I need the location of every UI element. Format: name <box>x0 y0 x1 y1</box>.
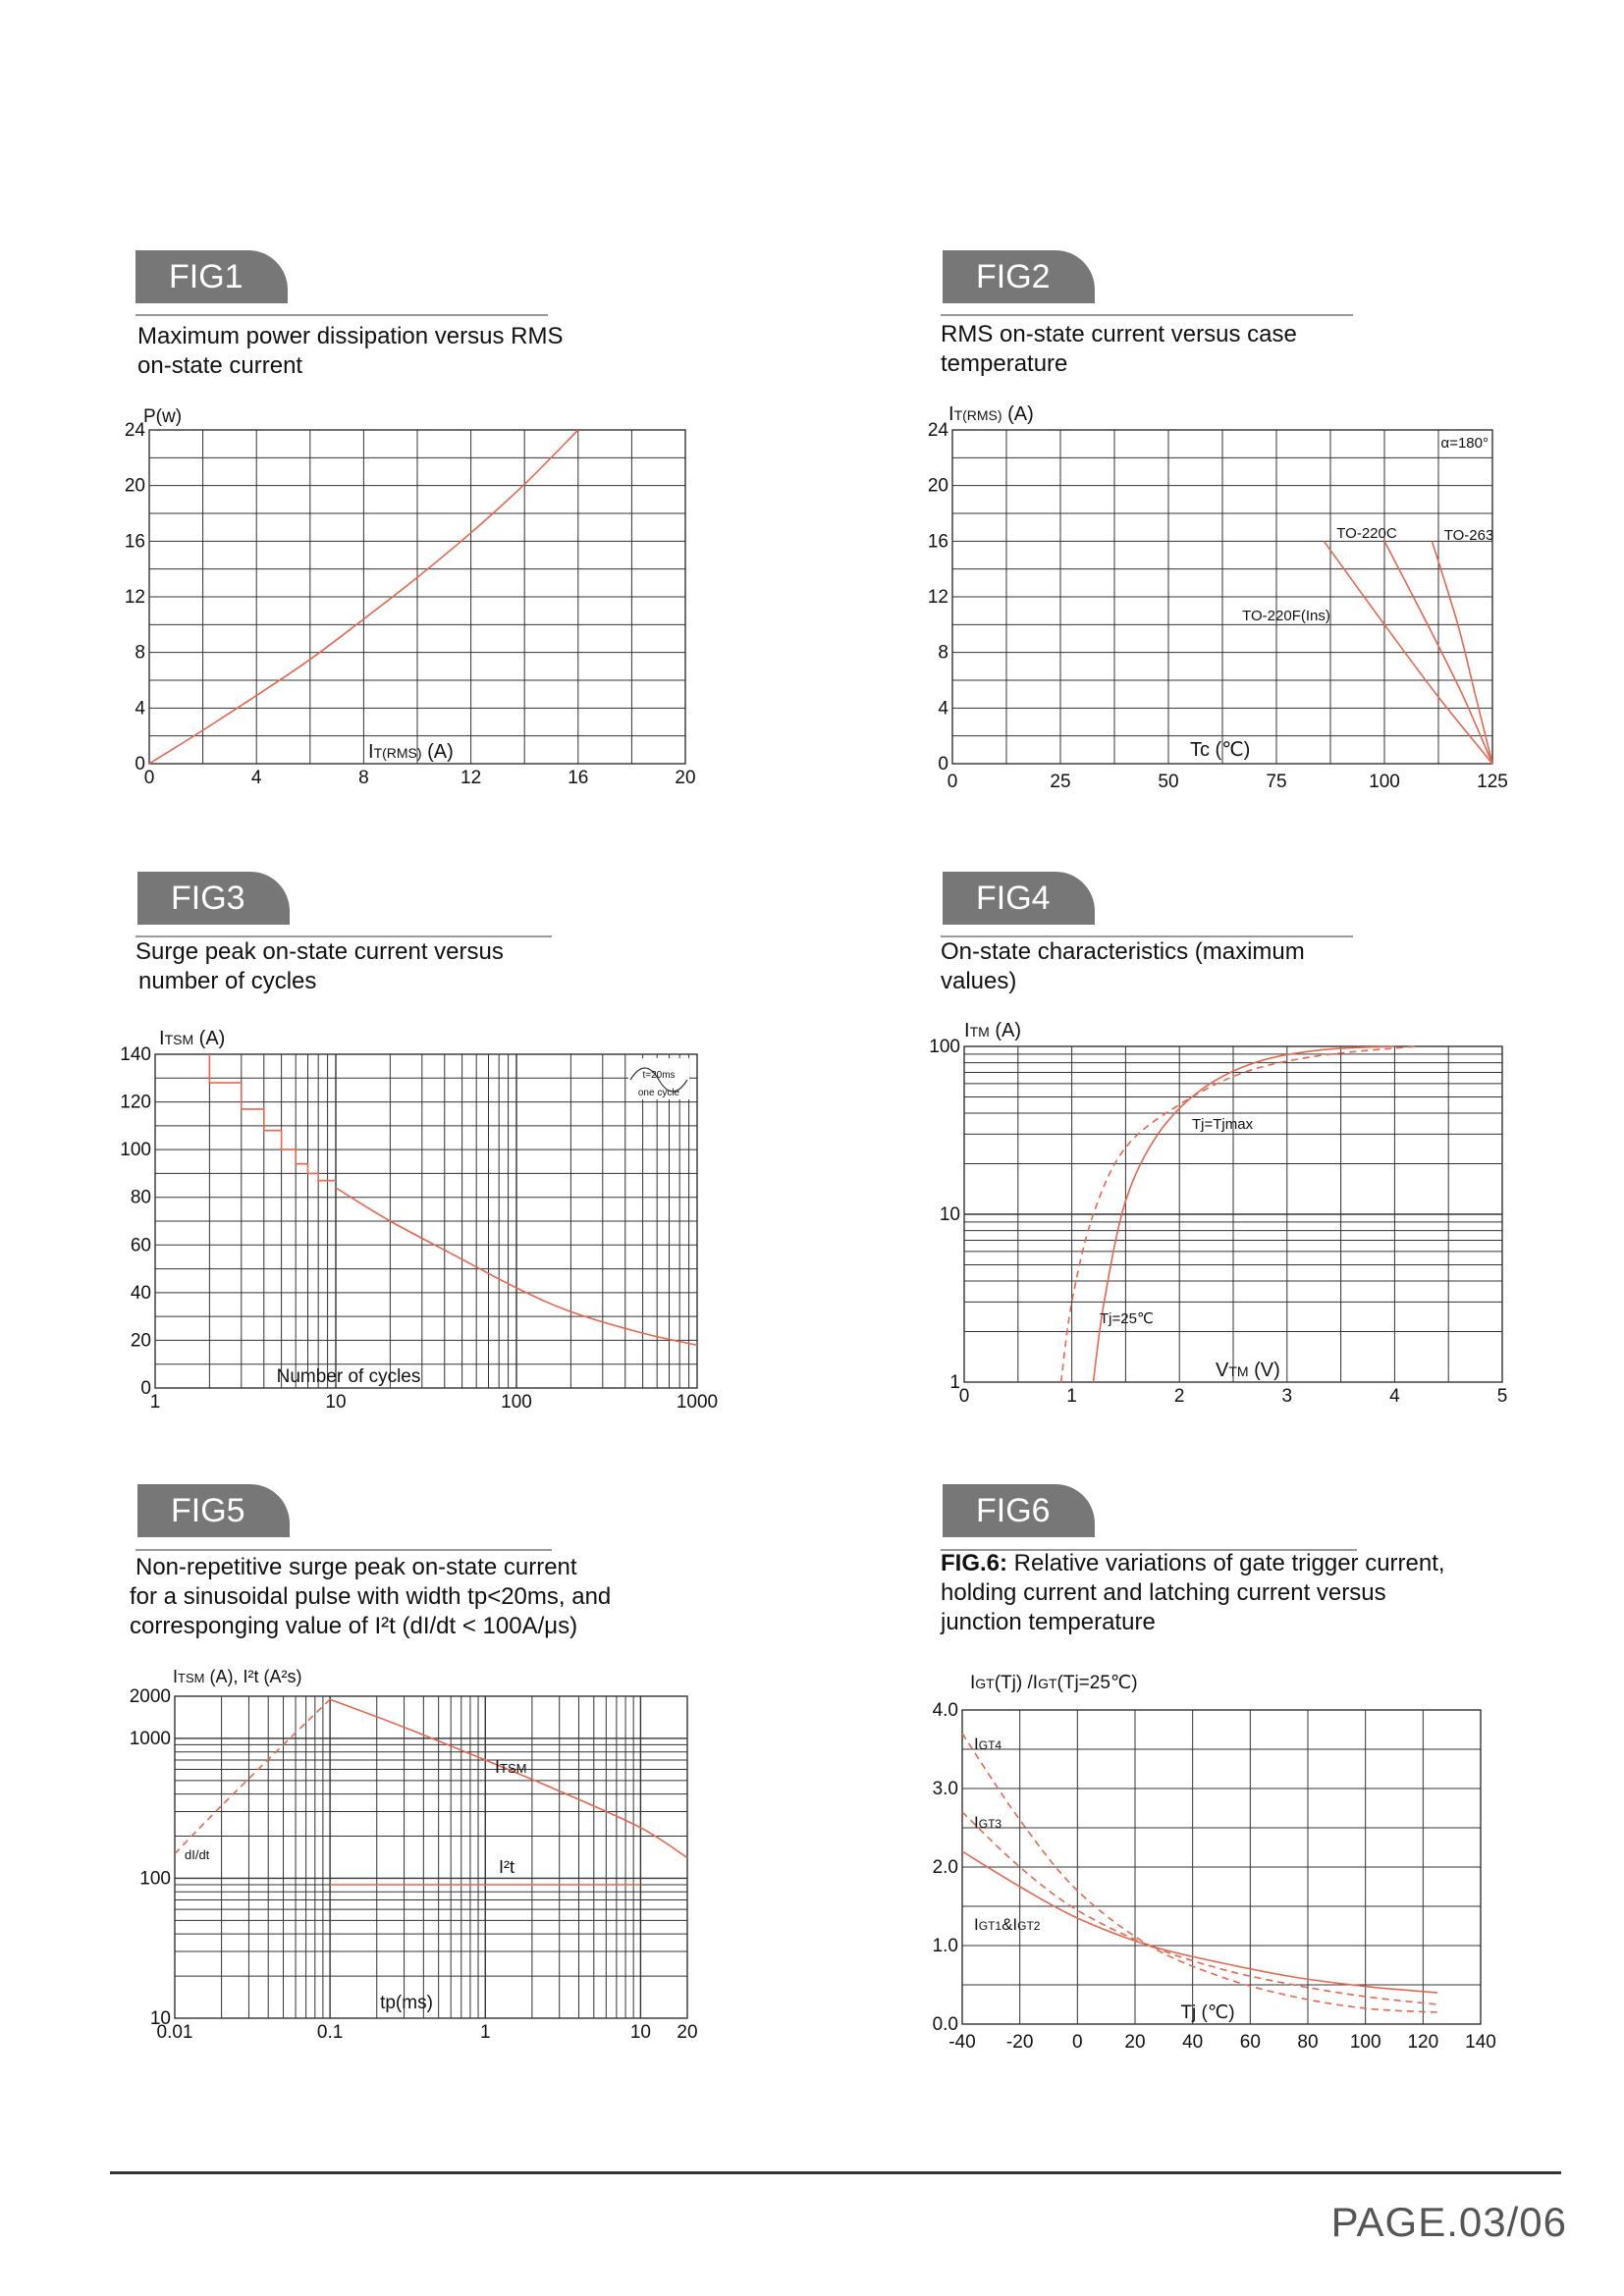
y-axis-label: ITM (A) <box>964 1020 1021 1041</box>
series-label-tj25: Tj=25℃ <box>1100 1310 1154 1327</box>
fig4-caption <box>941 937 1305 996</box>
x-tick-label: 16 <box>568 768 589 788</box>
series-label-tjmax: Tj=Tjmax <box>1192 1116 1254 1133</box>
series-curve-0 <box>962 1734 1437 2012</box>
fig6-caption-line1-text: Relative variations of gate trigger current, <box>1007 1550 1445 1576</box>
y-tick-label: 16 <box>927 531 948 553</box>
fig5-tab: FIG5 <box>137 1484 290 1537</box>
fig1-caption-line2: on-state current <box>137 352 303 379</box>
fig6-caption-line2: holding current and latching current versus <box>941 1579 1386 1606</box>
x-tick-label: 1000 <box>676 1392 719 1413</box>
x-tick-label: -40 <box>948 2032 976 2053</box>
x-tick-label: 0 <box>958 1386 970 1407</box>
y-tick-label: 12 <box>927 587 948 608</box>
x-tick-label: 2 <box>1173 1386 1185 1407</box>
y-tick-label: 140 <box>120 1044 151 1065</box>
y-tick-label: 16 <box>124 531 145 553</box>
fig1-rule <box>135 314 548 316</box>
series-label: TO-263 <box>1443 527 1494 544</box>
y-tick-label: 20 <box>927 475 948 497</box>
y-tick-label: 2000 <box>129 1686 171 1707</box>
x-tick-label: 40 <box>1182 2032 1204 2053</box>
y-tick-label: 3.0 <box>932 1779 958 1799</box>
x-tick-label: 10 <box>629 2022 651 2043</box>
y-tick-label: 0.0 <box>932 2014 958 2035</box>
x-tick-label: 100 <box>1349 2032 1381 2053</box>
x-axis-label: Tc (℃) <box>1190 739 1251 761</box>
y-axis-label: ITSM (A) <box>159 1028 226 1049</box>
angle-annotation: α=180° <box>1440 435 1489 452</box>
series-label-igt12: IGT1&IGT2 <box>974 1915 1041 1934</box>
fig5-rule <box>135 1549 552 1551</box>
x-tick-label: 1 <box>1066 1386 1077 1407</box>
x-tick-label: 4 <box>250 768 262 788</box>
fig6-caption-line1 <box>941 1549 1445 1578</box>
x-tick-label: 120 <box>1407 2032 1439 2053</box>
y-tick-label: 0 <box>938 754 948 774</box>
x-tick-label: 5 <box>1496 1386 1508 1407</box>
x-tick-label: 75 <box>1266 772 1287 792</box>
fig1-caption <box>137 322 563 381</box>
fig3-caption-line1: Surge peak on-state current versus <box>135 938 504 965</box>
y-axis-label: IT(RMS) (A) <box>948 403 1034 425</box>
x-tick-label: 8 <box>358 768 369 788</box>
x-tick-label: 20 <box>1124 2032 1146 2053</box>
x-tick-label: 20 <box>677 2022 698 2043</box>
x-tick-label: 20 <box>675 768 696 788</box>
fig2-caption-line2: temperature <box>941 350 1068 377</box>
footer-rule <box>110 2171 1561 2174</box>
series-curve-1 <box>962 1812 1437 2004</box>
y-tick-label: 60 <box>130 1235 151 1256</box>
series-label: TO-220C <box>1336 525 1397 542</box>
x-tick-label: 0.01 <box>156 2022 193 2043</box>
fig6-tab: FIG6 <box>943 1484 1095 1537</box>
fig5-caption-line1: Non-repetitive surge peak on-state current <box>135 1554 577 1580</box>
x-tick-label: 100 <box>501 1392 532 1413</box>
page-number: PAGE.03/06 <box>1330 2199 1567 2245</box>
y-tick-label: 80 <box>130 1187 151 1208</box>
x-tick-label: 50 <box>1158 772 1179 792</box>
x-tick-label: -20 <box>1005 2032 1034 2053</box>
fig1-chart <box>108 393 697 805</box>
fig4-tab: FIG4 <box>943 872 1095 925</box>
y-tick-label: 0 <box>140 1378 151 1399</box>
y-tick-label: 1000 <box>129 1728 171 1749</box>
x-tick-label: 10 <box>325 1392 347 1413</box>
fig4-chart <box>913 1011 1542 1423</box>
y-tick-label: 2.0 <box>932 1857 958 1878</box>
x-axis-label: VTM (V) <box>1216 1360 1280 1381</box>
fig3-caption-line2: number of cycles <box>138 968 317 994</box>
y-tick-label: 120 <box>120 1092 151 1113</box>
y-tick-label: 10 <box>939 1204 960 1225</box>
x-tick-label: 140 <box>1465 2032 1496 2053</box>
y-tick-label: 24 <box>124 420 145 441</box>
x-tick-label: 60 <box>1239 2032 1261 2053</box>
y-tick-label: 100 <box>139 1868 171 1890</box>
x-tick-label: 100 <box>1369 772 1400 792</box>
fig6-chart <box>913 1659 1542 2071</box>
label-itsm: ITSM <box>495 1757 527 1777</box>
series-label-igt4: IGT4 <box>974 1735 1002 1753</box>
x-tick-label: 80 <box>1297 2032 1319 2053</box>
fig6-caption-line3: junction temperature <box>941 1609 1156 1635</box>
fig5-chart <box>108 1659 736 2071</box>
x-axis-label: IT(RMS) (A) <box>368 741 454 763</box>
y-tick-label: 24 <box>927 420 948 441</box>
y-tick-label: 20 <box>124 475 145 497</box>
inset-label-period: t=20ms <box>642 1070 676 1081</box>
y-axis-label: ITSM (A), I²t (A²s) <box>173 1667 302 1686</box>
fig6-caption <box>941 1549 1445 1637</box>
x-tick-label: 25 <box>1050 772 1071 792</box>
y-axis-label: IGT(Tj) /IGT(Tj=25℃) <box>970 1673 1138 1693</box>
x-tick-label: 0 <box>143 768 155 788</box>
inset-label-cycle: one cycle <box>637 1088 680 1098</box>
x-axis-label: Tj (℃) <box>1180 2002 1235 2023</box>
fig3-chart <box>108 1011 736 1423</box>
fig5-caption-line2: for a sinusoidal pulse with width tp<20ms, and <box>130 1583 612 1610</box>
fig4-caption-line2: values) <box>941 968 1017 994</box>
y-tick-label: 4.0 <box>932 1700 958 1721</box>
label-didt: dI/dt <box>185 1847 210 1862</box>
fig3-tab: FIG3 <box>137 872 290 925</box>
fig3-caption <box>135 937 504 996</box>
fig2-tab: FIG2 <box>943 250 1095 303</box>
fig1-tab: FIG1 <box>135 250 288 303</box>
fig4-caption-line1: On-state characteristics (maximum <box>941 938 1305 965</box>
x-tick-label: 1 <box>479 2022 491 2043</box>
y-tick-label: 0 <box>135 754 145 774</box>
y-tick-label: 40 <box>130 1282 151 1304</box>
series-curve-didt <box>175 1699 330 1853</box>
x-tick-label: 1 <box>149 1392 161 1413</box>
fig2-caption-line1: RMS on-state current versus case <box>941 321 1297 347</box>
x-axis-label: Number of cycles <box>276 1366 421 1387</box>
x-tick-label: 4 <box>1389 1386 1400 1407</box>
series-steps-itsm <box>209 1054 336 1181</box>
y-axis-label: P(w) <box>143 406 183 427</box>
y-tick-label: 10 <box>149 2008 171 2029</box>
fig2-rule <box>941 314 1353 316</box>
series-label-igt3: IGT3 <box>974 1813 1002 1832</box>
x-tick-label: 3 <box>1281 1386 1293 1407</box>
y-tick-label: 1 <box>949 1372 960 1393</box>
x-tick-label: 0.1 <box>316 2022 344 2043</box>
y-tick-label: 100 <box>929 1037 960 1057</box>
fig2-chart <box>913 393 1542 805</box>
fig2-caption <box>941 320 1297 379</box>
y-tick-label: 12 <box>124 587 145 608</box>
x-tick-label: 125 <box>1477 772 1508 792</box>
y-tick-label: 8 <box>938 642 948 664</box>
series-label: TO-220F(Ins) <box>1242 608 1330 624</box>
y-tick-label: 8 <box>135 642 145 664</box>
y-tick-label: 1.0 <box>932 1936 958 1956</box>
x-tick-label: 0 <box>1072 2032 1083 2053</box>
fig1-caption-line1: Maximum power dissipation versus RMS <box>137 323 564 349</box>
x-tick-label: 0 <box>947 772 958 792</box>
fig6-caption-bold: FIG.6: <box>941 1550 1008 1576</box>
y-tick-label: 4 <box>135 698 145 720</box>
x-axis-label: tp(ms) <box>380 1993 433 2013</box>
fig5-caption-line3: corresponging value of I²t (dI/dt < 100A/μs) <box>130 1613 578 1639</box>
x-tick-label: 12 <box>460 768 482 788</box>
fig5-caption <box>130 1553 611 1641</box>
y-tick-label: 4 <box>938 698 948 720</box>
y-tick-label: 100 <box>120 1140 151 1161</box>
label-i2t: I²t <box>499 1857 514 1877</box>
y-tick-label: 20 <box>130 1330 151 1352</box>
